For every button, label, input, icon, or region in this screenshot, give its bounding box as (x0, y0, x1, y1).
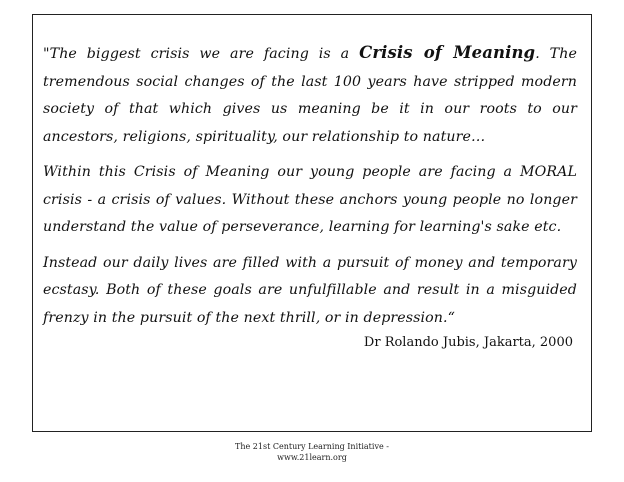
quote-paragraph-1 (43, 39, 577, 151)
quote-paragraph-2: Within this Crisis of Meaning our young people are facing a MORAL crisis - a crisis of values. Without these anchors young people no longer understand the value of perseverance, learning for learning's sake etc. (43, 164, 577, 235)
quote-paragraph-1-end: . The tremendous social changes of the last 100 years have stripped modern society of that which gives us meaning be it in our roots to our ancestors, religions, spirituality, our relationship to nature… (43, 46, 577, 145)
crisis-of-meaning-emphasis: Crisis of Meaning (359, 43, 536, 62)
footer (0, 441, 624, 463)
quote-box (32, 14, 592, 432)
quote-paragraph-3: Instead our daily lives are filled with a pursuit of money and temporary ecstasy. Both of these goals are unfulfillable and result in a misguided frenzy in the pursuit of the next thrill, or in depression.“ (43, 254, 577, 326)
quote-attribution: Dr Rolando Jubis, Jakarta, 2000 (363, 335, 573, 350)
quote-paragraph-1-start: "The biggest crisis we are facing is a (43, 46, 360, 62)
footer-website: www.21learn.org (277, 453, 347, 462)
footer-organization: The 21st Century Learning Initiative - (235, 442, 389, 451)
